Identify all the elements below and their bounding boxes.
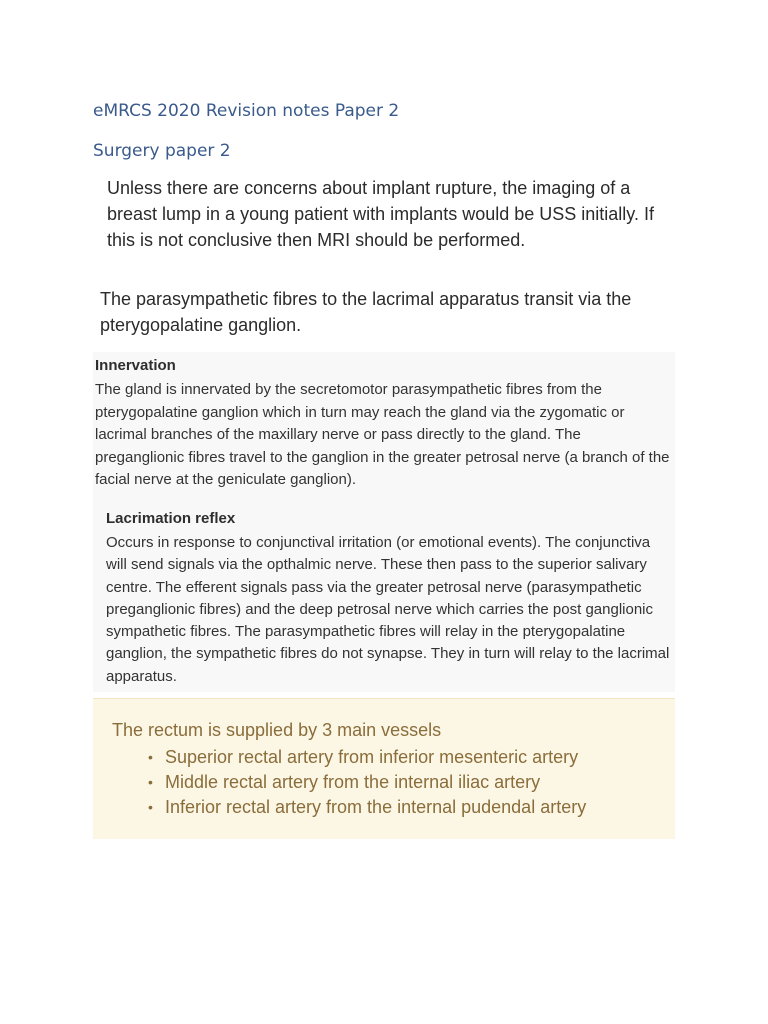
list-item: [148, 795, 586, 820]
rectum-blood-supply-callout: [93, 698, 675, 839]
list-item-text: Superior rectal artery from inferior mesenteric artery: [165, 747, 579, 767]
list-item-text: Inferior rectal artery from the internal pudendal artery: [165, 797, 587, 817]
bullet-icon: •: [148, 799, 153, 815]
lacrimation-reflex-heading: Lacrimation reflex: [106, 510, 236, 527]
innervation-text: The gland is innervated by the secretomotor parasympathetic fibres from the pterygopalatine ganglion which in turn may reach the gland via the zygomatic or lacrimal branches of the maxillary nerve or pass directly to the gland. The preganglionic fibres travel to the ganglion in the greater petrosal nerve (a branch of the facial nerve at the geniculate ganglion).: [95, 381, 670, 489]
section-title: Surgery paper 2: [93, 141, 231, 161]
rectum-vessel-list: [148, 745, 586, 820]
innervation-heading: Innervation: [95, 357, 176, 374]
list-item: [148, 745, 586, 770]
innervation-excerpt: [93, 352, 675, 692]
note-lacrimal-parasympathetic: The parasympathetic fibres to the lacrimal apparatus transit via the pterygopalatine ganglion.: [100, 289, 632, 335]
list-item: [148, 770, 586, 795]
bullet-icon: •: [148, 774, 153, 790]
bullet-icon: •: [148, 749, 153, 765]
lacrimation-reflex-text: Occurs in response to conjunctival irritation (or emotional events). The conjunctiva will send signals via the opthalmic nerve. These then pass to the superior salivary centre. The efferent signals pass via the greater petrosal nerve (parasympathetic preganglionic fibres) and the deep petrosal nerve which carries the post ganglionic sympathetic fibres. The parasympathetic fibres will relay in the pterygopalatine ganglion, the sympathetic fibres do not synapse. They in turn will relay to the lacrimal apparatus.: [106, 534, 670, 685]
list-item-text: Middle rectal artery from the internal iliac artery: [165, 772, 541, 792]
rectum-intro: The rectum is supplied by 3 main vessels: [112, 720, 442, 740]
document-title: eMRCS 2020 Revision notes Paper 2: [93, 101, 400, 121]
note-breast-implant-imaging: Unless there are concerns about implant rupture, the imaging of a breast lump in a young patient with implants would be USS initially. If this is not conclusive then MRI should be performed.: [107, 178, 654, 250]
